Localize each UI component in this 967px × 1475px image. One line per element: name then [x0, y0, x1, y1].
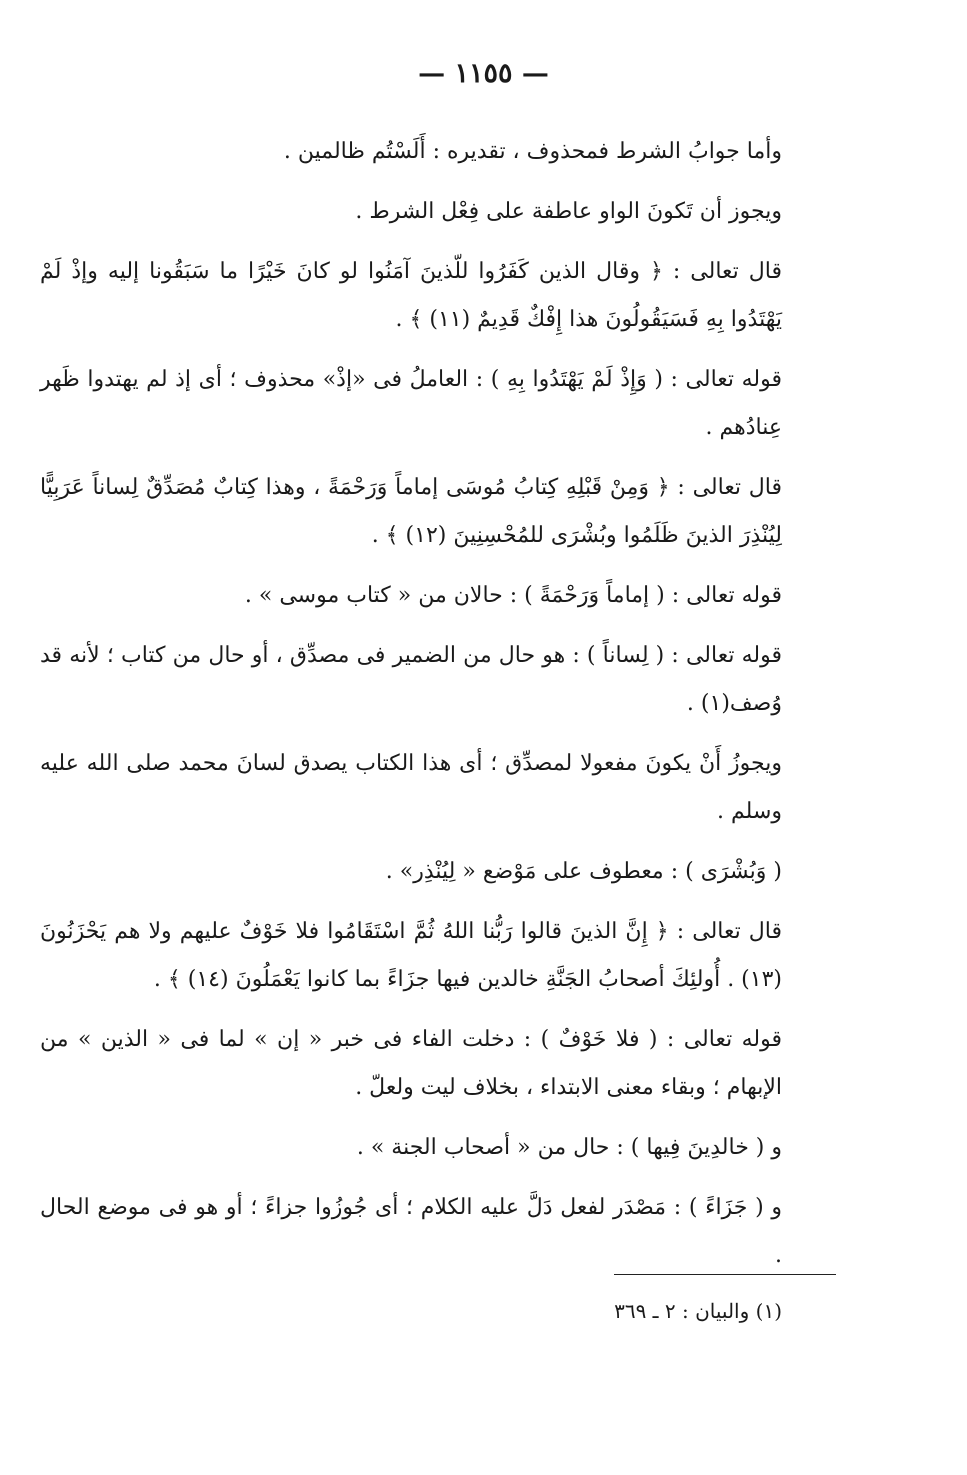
- paragraph: قوله تعالى : ( فلا خَوْفٌ ) : دخلت الفاء فى خبر « إن » لما فى « الذين » من الإبهام ؛ وبقاء معنى الابتداء ، بخلاف ليت ولعلّ .: [40, 1027, 782, 1100]
- quran-verse-paragraph: قال تعالى : ﴿ إِنَّ الذينَ قالوا رَبُّنا اللهُ ثُمَّ اسْتَقَامُوا فلا خَوْفٌ عليهم ولا هم يَحْزَنُونَ (١٣) . أُولئِكَ أصحابُ الجَنَّةِ خالدين فيها جزَاءً بما كانوا يَعْمَلُونَ (١٤) ﴾ .: [40, 919, 782, 992]
- paragraph: و ( جَزَاءً ) : مَصْدَر لفعل دَلَّ عليه الكلام ؛ أى جُوزُوا جزاءً ؛ أو هو فى موضع الحال .: [40, 1195, 782, 1268]
- quran-verse-paragraph: قال تعالى : ﴿ وَمِنْ قَبْلِهِ كِتابُ مُوسَى إماماً وَرَحْمَةً ، وهذا كِتابٌ مُصَدِّقٌ لِساناً عَرَبِيًّا لِيُنْذِرَ الذينَ ظَلَمُوا وبُشْرَى للمُحْسِنِينَ (١٢) ﴾ .: [40, 475, 782, 548]
- paragraph: ( وَبُشْرَى ) : معطوف على مَوْضع « لِيُنْذِر» .: [385, 859, 782, 884]
- quran-verse-paragraph: قال تعالى : ﴿ وقال الذين كَفَرُوا للّذينَ آمَنُوا لو كانَ خَيْرًا ما سَبَقُونا إليه وإذْ لَمْ يَهْتَدُوا بِهِ فَسَيَقُولُونَ هذا إِفْكٌ قَدِيمٌ (١١) ﴾ .: [40, 259, 782, 332]
- body-text: [40, 128, 782, 1292]
- paragraph: قوله تعالى : ( لِساناً ) : هو حال من الضمير فى مصدِّق ، أو حال من كتاب ؛ لأنه قد وُصف(١) .: [40, 643, 782, 716]
- paragraph: ويجوز أن تَكونَ الواو عاطفة على فِعْل الشرط .: [355, 199, 782, 224]
- paragraph: قوله تعالى : ( إماماً وَرَحْمَةً ) : حالان من « كتاب موسى » .: [244, 583, 782, 608]
- paragraph: ويجوزُ أَنْ يكونَ مفعولا لمصدِّق ؛ أى هذا الكتاب يصدق لسانَ محمد صلى الله عليه وسلم .: [40, 751, 782, 824]
- paragraph: وأما جوابُ الشرط فمحذوف ، تقديره : أَلَسْتُم ظالمين .: [283, 139, 782, 164]
- footnote: (١) والبيان : ٢ ـ ٣٦٩: [614, 1299, 782, 1323]
- paragraph: قوله تعالى : ( وَإِذْ لَمْ يَهْتَدُوا بِهِ ) : العاملُ فى «إذْ» محذوف ؛ أى إذ لم يهتدوا ظَهر عِنادُهم .: [40, 367, 782, 440]
- paragraph: و ( خالدِينَ فِيها ) : حال من « أصحاب الجنة » .: [356, 1135, 782, 1160]
- page-number: — ١١٥٥ —: [418, 58, 549, 89]
- footnote-divider: [614, 1274, 836, 1275]
